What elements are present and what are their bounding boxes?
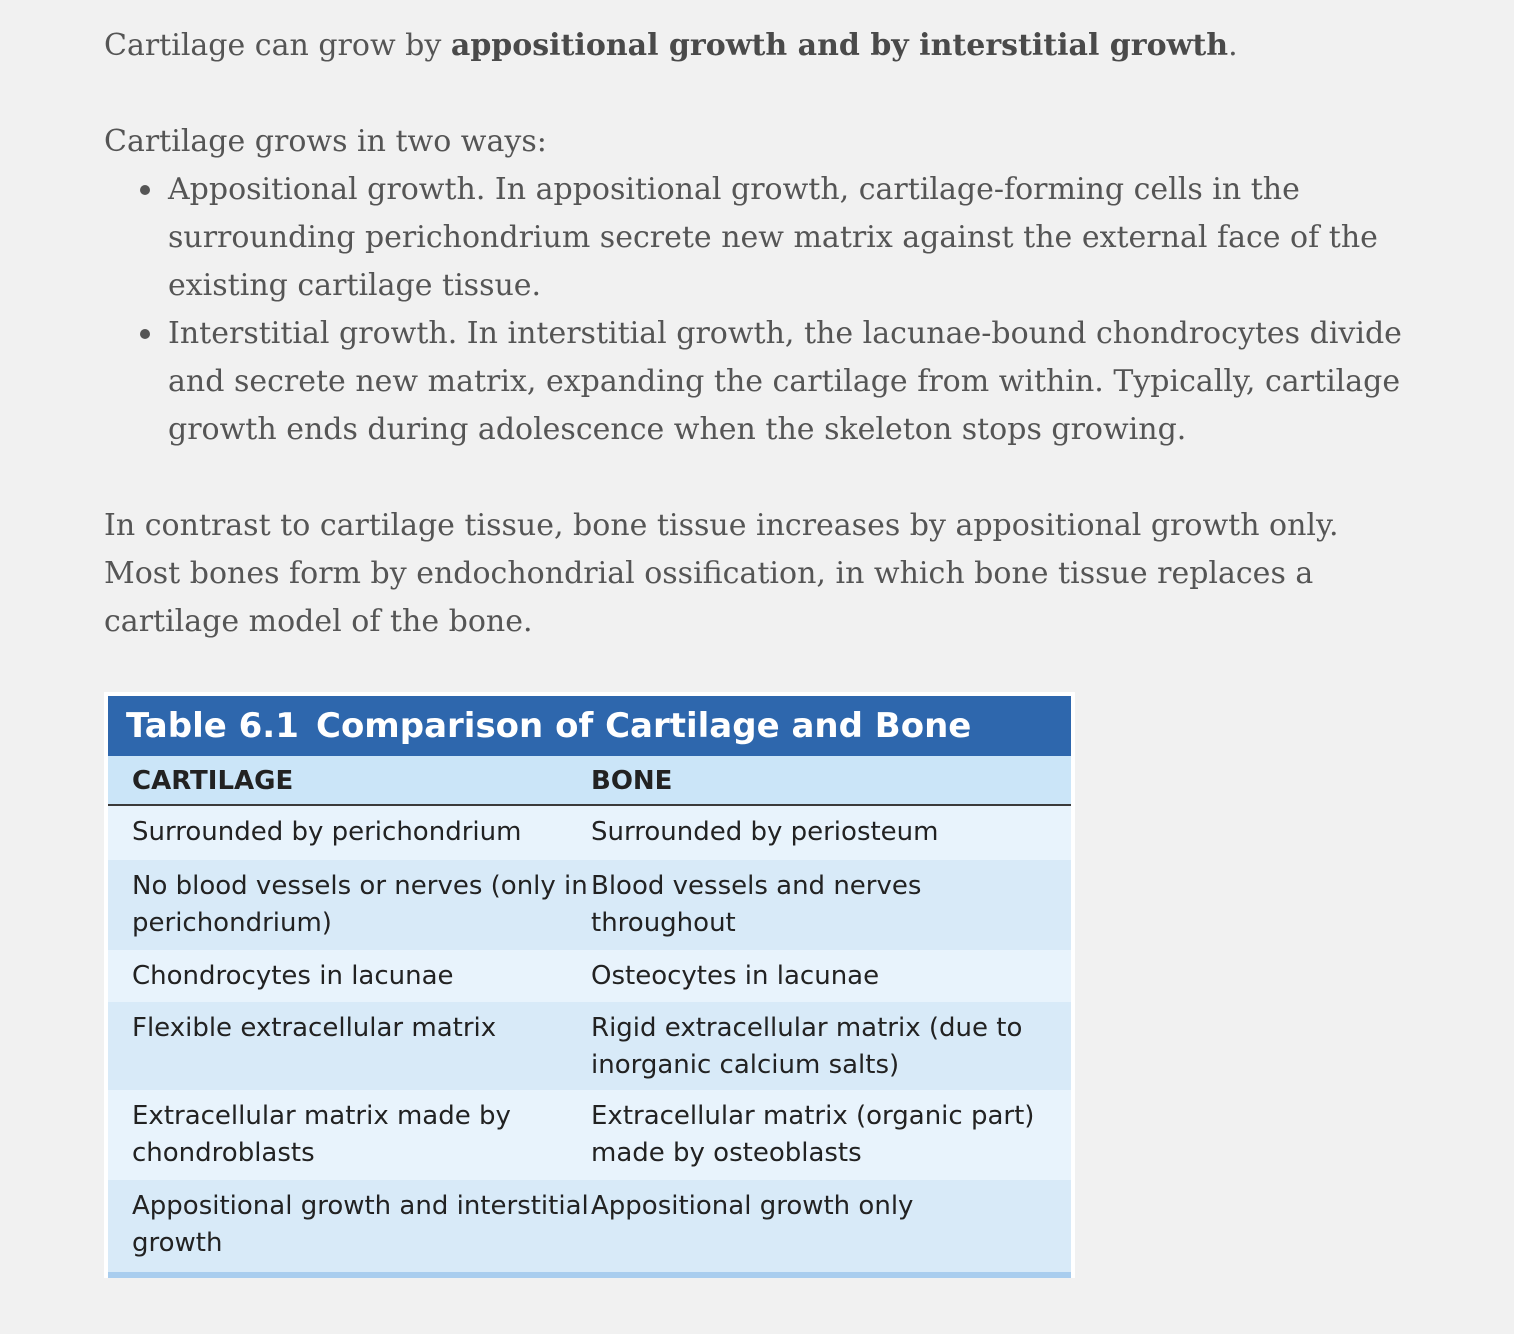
list-item-text: Interstitial growth. In interstitial growth, the lacunae-bound chondrocytes divide and secrete new matrix, expanding the cartilage from within. Typically, cartilage growth ends during adolescence when the skeleton stops growing.	[168, 316, 1402, 447]
cartilage-cell: Extracellular matrix made by chondroblasts	[132, 1101, 511, 1168]
intro-bold-text: appositional growth and by interstitial growth	[450, 28, 1229, 63]
table-title-bar	[108, 696, 1071, 756]
table-row	[108, 1002, 1071, 1090]
column-header-bone: BONE	[591, 766, 673, 796]
table-header-row	[108, 756, 1071, 806]
bone-cell: Rigid extracellular matrix (due to inorganic calcium salts)	[591, 1013, 1023, 1080]
bone-cell: Surrounded by periosteum	[591, 817, 939, 847]
list-item	[168, 310, 1404, 454]
table-row	[108, 860, 1071, 950]
bone-cell: Extracellular matrix (organic part) made by osteoblasts	[591, 1101, 1035, 1168]
contrast-paragraph: In contrast to cartilage tissue, bone tissue increases by appositional growth only. Most bones form by endochondrial ossification, in which bone tissue replaces a cartilage model of the bone.	[104, 508, 1339, 639]
table-row	[108, 1180, 1071, 1276]
article-content	[104, 22, 1404, 646]
comparison-table	[108, 696, 1071, 1278]
grows-lead-paragraph: Cartilage grows in two ways:	[104, 124, 547, 159]
comparison-table-figure	[104, 692, 1075, 1278]
table-bottom-rule	[108, 1272, 1071, 1278]
cartilage-cell: No blood vessels or nerves (only in perichondrium)	[132, 871, 588, 938]
table-row	[108, 1090, 1071, 1180]
bullet-icon	[140, 329, 150, 339]
bone-cell: Appositional growth only	[591, 1191, 914, 1221]
intro-paragraph	[104, 22, 1404, 70]
intro-text-after: .	[1228, 28, 1238, 63]
table-row	[108, 950, 1071, 1002]
cartilage-cell: Flexible extracellular matrix	[132, 1013, 497, 1043]
cartilage-cell: Chondrocytes in lacunae	[132, 961, 454, 991]
bullet-icon	[140, 185, 150, 195]
bone-cell: Osteocytes in lacunae	[591, 961, 880, 991]
table-title: Comparison of Cartilage and Bone	[316, 706, 972, 746]
cartilage-cell: Surrounded by perichondrium	[132, 817, 522, 847]
table-number: Table 6.1	[126, 706, 299, 746]
table-row	[108, 806, 1071, 860]
list-item-text: Appositional growth. In appositional growth, cartilage-forming cells in the surrounding perichondrium secrete new matrix against the external face of the existing cartilage tissue.	[168, 172, 1378, 303]
cartilage-cell: Appositional growth and interstitial growth	[132, 1191, 589, 1258]
column-header-cartilage: CARTILAGE	[132, 766, 294, 796]
bone-cell: Blood vessels and nerves throughout	[591, 871, 922, 938]
intro-text-before: Cartilage can grow by	[104, 28, 451, 63]
growth-ways-list	[104, 166, 1404, 454]
list-item	[168, 166, 1404, 310]
